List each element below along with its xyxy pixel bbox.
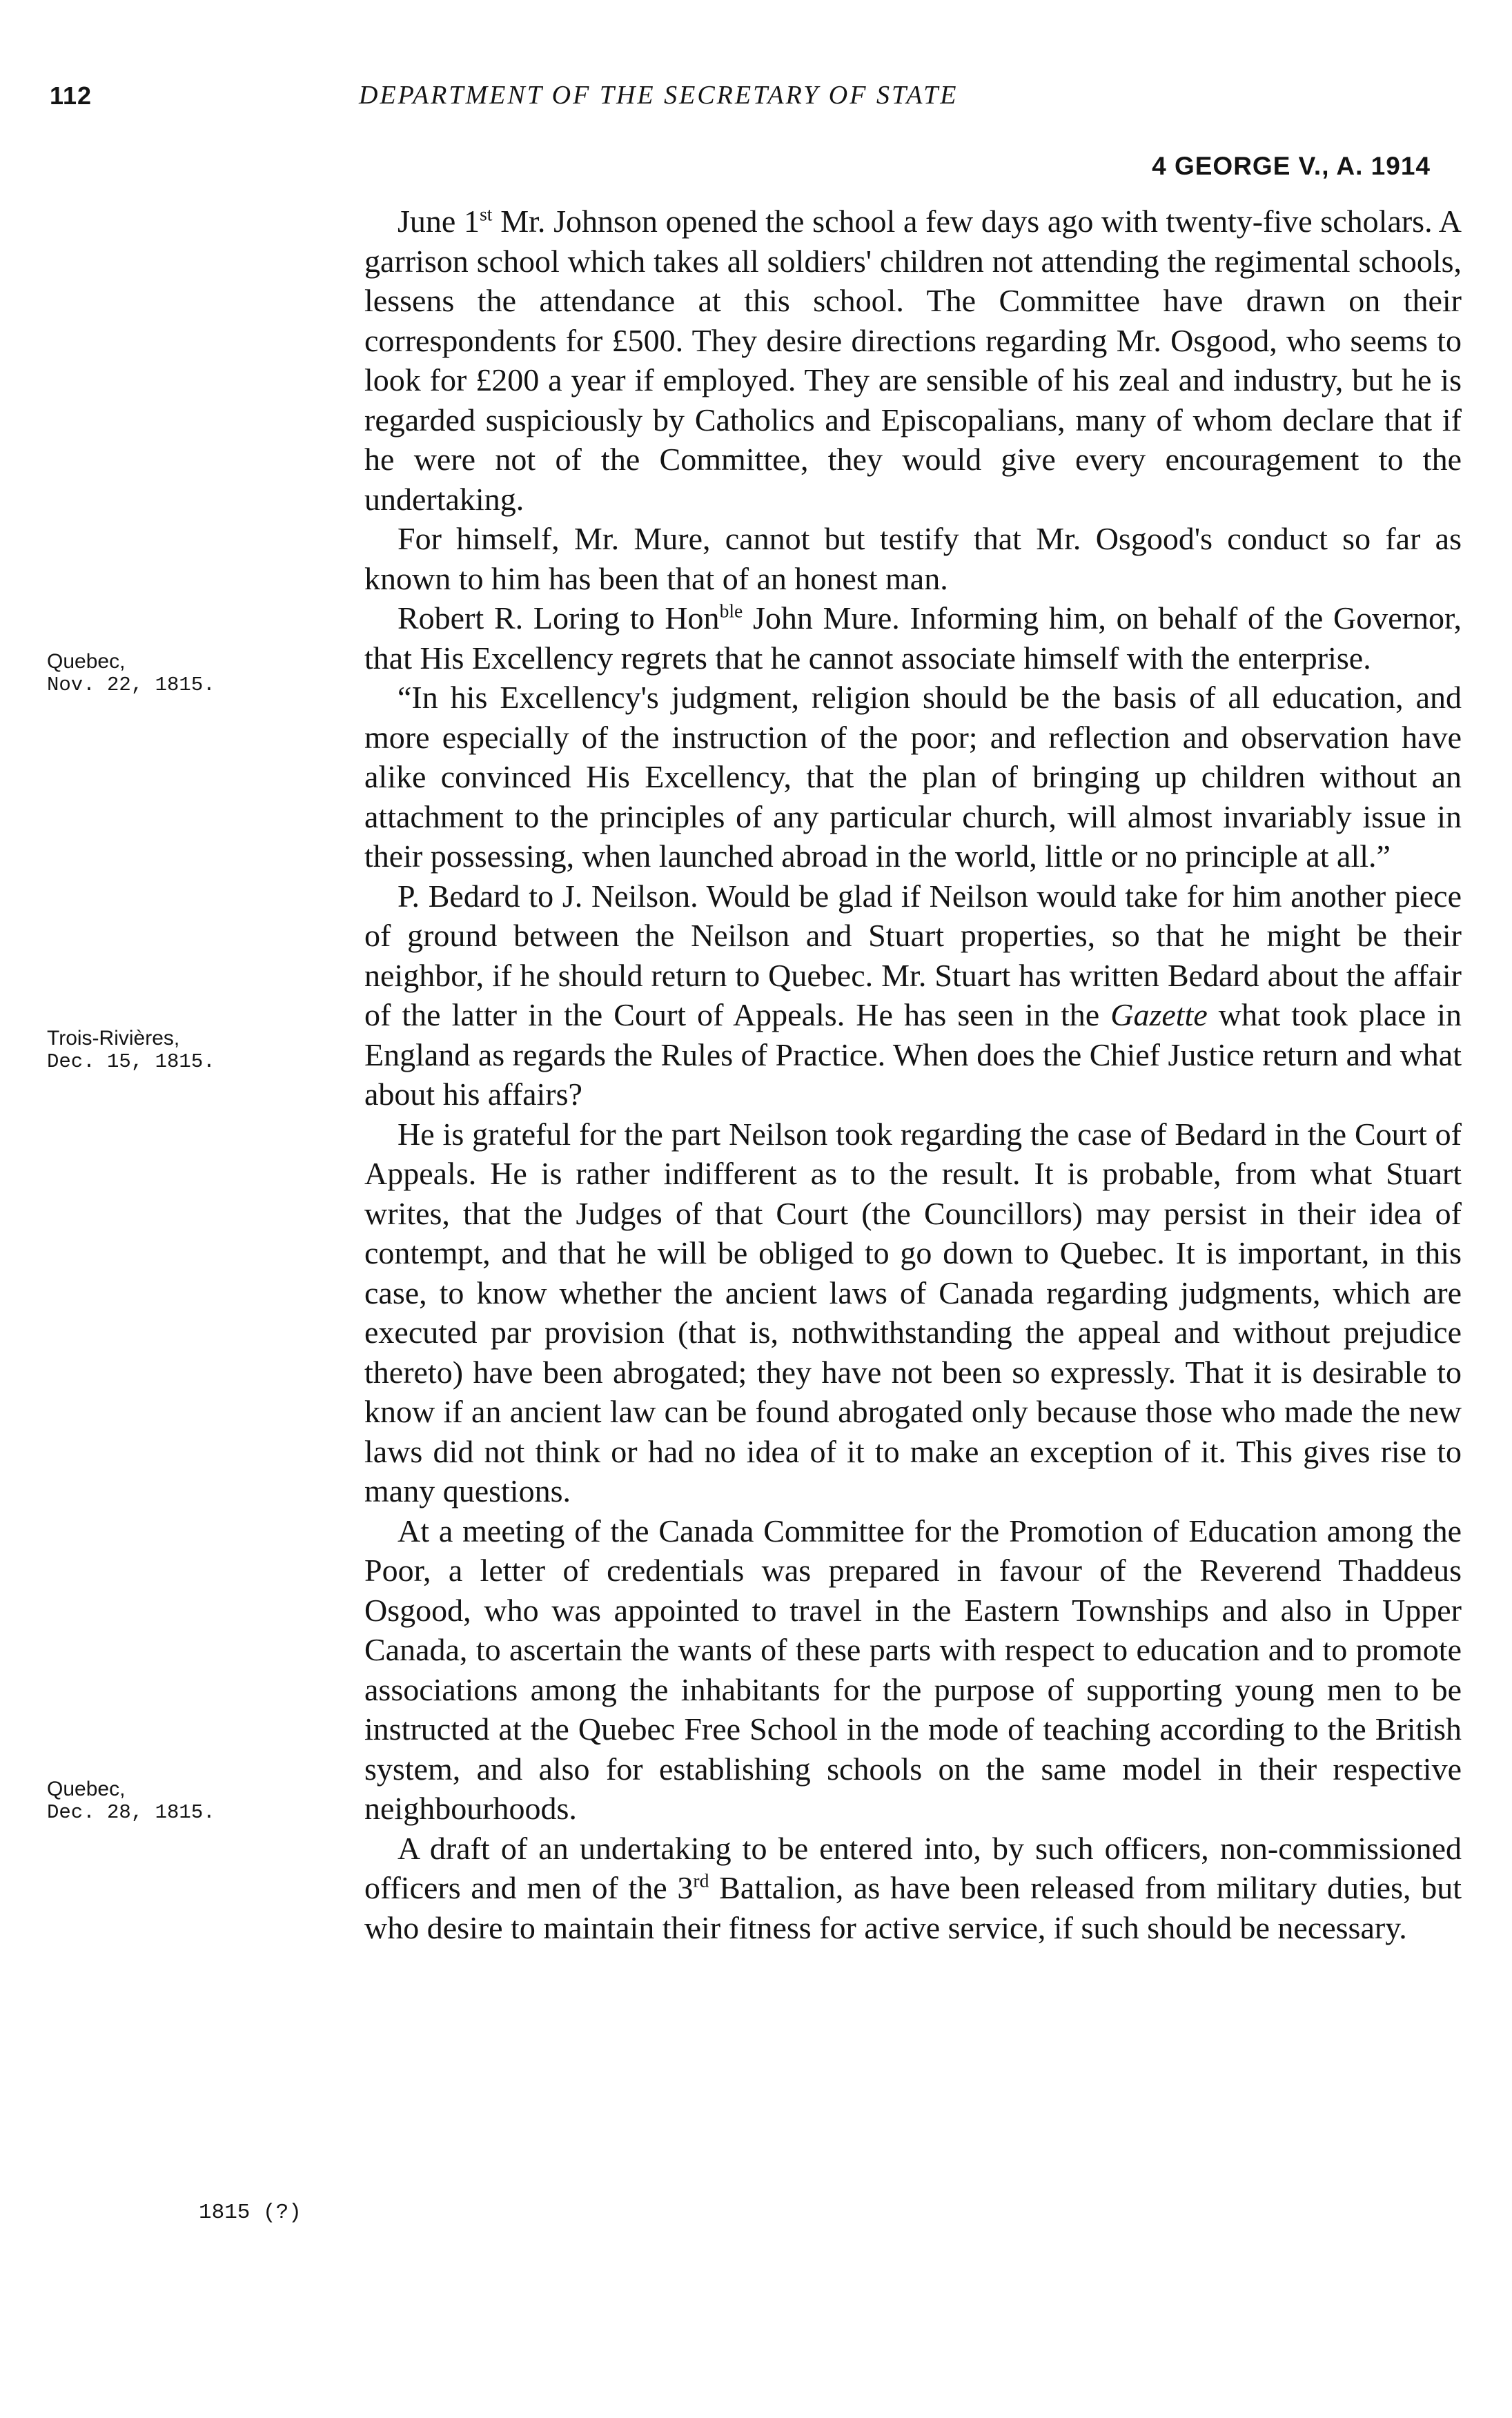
paragraph-text: Robert R. Loring to Hon (397, 600, 720, 636)
margin-note-place: Quebec, (47, 650, 126, 673)
margin-note-place: Trois-Rivières, (47, 1027, 180, 1050)
running-title: DEPARTMENT OF THE SECRETARY OF STATE (359, 81, 959, 110)
margin-note-1815 (199, 2201, 302, 2225)
paragraph-text: John Mure. Informing him, on behalf of the Governor, that His Excellency regrets that he cannot associate himself with the enterprise. (364, 600, 1462, 676)
page-number: 112 (50, 81, 92, 110)
paragraph-text: June 1 (397, 204, 480, 239)
paragraph-text: A draft of an undertaking to be entered into, by such officers, non-commissioned officers and men of the 3 (364, 1830, 1462, 1905)
paragraph-canada-committee: At a meeting of the Canada Committee for the Promotion of Education among the Poor, a letter of credentials was prepared in favour of the Reverend Thaddeus Osgood, who was appointed to travel in the Eastern Townships and also in Upper Canada, to ascertain the wants of these parts with respect to education and to promote associations among the inhabitants for the purpose of supporting young men to be instructed at the Quebec Free School in the mode of teaching according to the British system, and also for establishing schools on the same model in their respective neighbourhoods. (364, 1513, 1462, 1826)
body-text (364, 202, 1462, 1947)
margin-note-quebec-dec-28 (47, 1778, 215, 1825)
paragraph-text: P. Bedard to J. Neilson. Would be glad if Neilson would take for him another piece of ground between the Neilson and Stuart properties, so that he might be their neighbor, if he should return to Quebec. Mr. Stuart has written Bedard about the affair of the latter in the Court of Appeals. He has seen in the (364, 878, 1462, 1032)
superscript: st (480, 203, 493, 225)
superscript: ble (719, 600, 743, 622)
margin-note-date: 1815 (?) (199, 2201, 302, 2225)
paragraph-court-of-appeals: He is grateful for the part Neilson took regarding the case of Bedard in the Court of Appeals. He is rather indifferent as to the result. It is probable, from what Stuart writes, that the Judges of that Court (the Councillors) may persist in their idea of contempt, and that he will be obliged to go down to Quebec. It is important, in this case, to know whether the ancient laws of Canada regarding judgments, which are executed par provision (that is, nothwithstanding the appeal and without prejudice thereto) have been abrogated; they have not been so expressly. That it is desirable to know if an ancient law can be found abrogated only because those who made the new laws did not think or had no idea of it to make an exception of it. This gives rise to many questions. (364, 1116, 1462, 1508)
paragraph-bedard-to-neilson (364, 876, 1462, 1114)
paragraph-text: Mr. Johnson opened the school a few days ago with twenty-five scholars. A garrison school which takes all soldiers' children not attending the regimental schools, lessens the attendance at this school. The Committee have drawn on their correspondents for £500. They desire directions regarding Mr. Osgood, who seems to look for £200 a year if employed. They are sensible of his zeal and industry, but he is regarded suspiciously by Catholics and Episcopalians, many of whom declare that if he were not of the Committee, they would give every encouragement to the undertaking. (364, 204, 1462, 517)
margin-note-place: Quebec, (47, 1778, 126, 1800)
paragraph-text: Battalion, as have been released from military duties, but who desire to maintain their fitness for active service, if such should be necessary. (364, 1870, 1462, 1945)
session-label: 4 GEORGE V., A. 1914 (1152, 152, 1431, 180)
margin-note-quebec-nov-22 (47, 650, 215, 697)
paragraph-loring-to-mure (364, 598, 1462, 678)
paragraph-text: what took place in England as regards the Rules of Practice. When does the Chief Justice return and what about his affairs? (364, 997, 1462, 1112)
gazette-title: Gazette (1110, 997, 1208, 1032)
superscript: rd (693, 1869, 709, 1891)
paragraph-excellency-quote: “In his Excellency's judgment, religion should be the basis of all education, and more especially of the instruction of the poor; and reflection and observation have alike convinced His Excellency, that the plan of bringing up children without an attachment to the principles of any particular church, will almost invariably issue in their possessing, when launched abroad in the world, little or no principle at all.” (364, 680, 1462, 874)
margin-note-date: Dec. 28, 1815. (47, 1801, 215, 1824)
paragraph-johnson-school (364, 202, 1462, 519)
margin-note-trois-rivieres-dec-15 (47, 1027, 215, 1074)
paragraph-draft-undertaking (364, 1829, 1462, 1948)
margin-note-date: Nov. 22, 1815. (47, 674, 215, 696)
paragraph-mure-testimony: For himself, Mr. Mure, cannot but testify that Mr. Osgood's conduct so far as known to him has been that of an honest man. (364, 521, 1462, 596)
margin-note-date: Dec. 15, 1815. (47, 1050, 215, 1073)
